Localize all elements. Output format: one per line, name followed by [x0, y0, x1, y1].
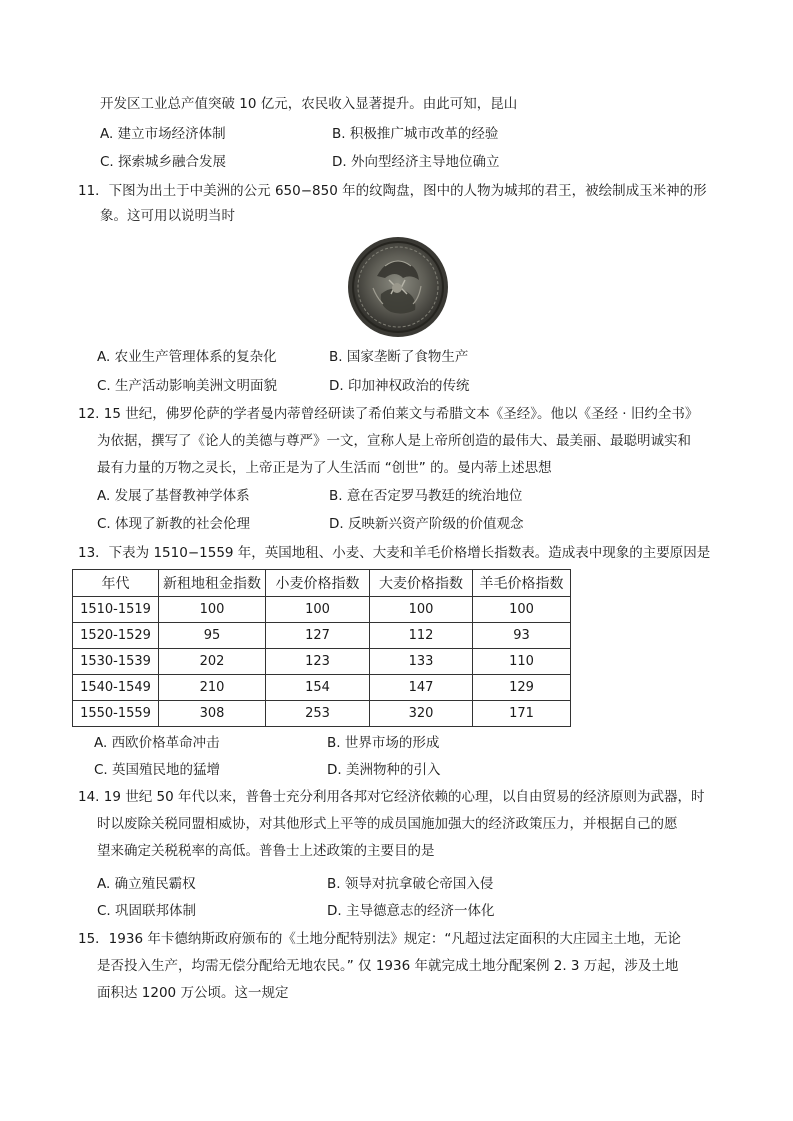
table-cell: 100 [473, 597, 571, 623]
table-cell: 110 [473, 649, 571, 675]
table-cell: 210 [159, 675, 266, 701]
table-header: 小麦价格指数 [266, 570, 370, 597]
table-header: 大麦价格指数 [370, 570, 473, 597]
q14-option-c[interactable]: C. 巩固联邦体制 [97, 903, 197, 919]
q10-option-d[interactable]: D. 外向型经济主导地位确立 [332, 154, 500, 170]
q14-stem-line1: 14. 19 世纪 50 年代以来，普鲁士充分利用各邦对它经济依赖的心理，以自由贸易的经济原则为武器，时 [78, 789, 705, 805]
table-cell: 1540-1549 [73, 675, 159, 701]
table-cell: 100 [266, 597, 370, 623]
table-cell: 1530-1539 [73, 649, 159, 675]
table-row [73, 675, 571, 701]
table-cell: 100 [159, 597, 266, 623]
table-header-row [73, 570, 571, 597]
q14-stem-line3: 望来确定关税税率的高低。普鲁士上述政策的主要目的是 [97, 843, 435, 859]
table-cell: 154 [266, 675, 370, 701]
table-cell: 171 [473, 701, 571, 727]
q11-stem-line1: 11．下图为出土于中美洲的公元 650−850 年的纹陶盘，图中的人物为城邦的君王，被绘制成玉米神的形 [78, 183, 707, 199]
table-cell: 95 [159, 623, 266, 649]
q12-option-b[interactable]: B. 意在否定罗马教廷的统治地位 [329, 488, 523, 504]
q11-option-c[interactable]: C. 生产活动影响美洲文明面貌 [97, 378, 278, 394]
q12-option-c[interactable]: C. 体现了新教的社会伦理 [97, 516, 251, 532]
table-header: 羊毛价格指数 [473, 570, 571, 597]
table-cell: 253 [266, 701, 370, 727]
q11-option-a[interactable]: A. 农业生产管理体系的复杂化 [97, 349, 277, 365]
q10-option-c[interactable]: C. 探索城乡融合发展 [100, 154, 227, 170]
table-cell: 147 [370, 675, 473, 701]
pottery-plate-image [347, 236, 449, 338]
q13-stem-line1: 13．下表为 1510−1559 年，英国地租、小麦、大麦和羊毛价格增长指数表。造成表中现象的主要原因是 [78, 545, 711, 561]
table-row [73, 597, 571, 623]
table-cell: 1550-1559 [73, 701, 159, 727]
q15-stem-line2: 是否投入生产，均需无偿分配给无地农民。” 仅 1936 年就完成土地分配案例 2. 3 万起，涉及土地 [97, 958, 679, 974]
q12-option-d[interactable]: D. 反映新兴资产阶级的价值观念 [329, 516, 524, 532]
q15-stem-line1: 15．1936 年卡德纳斯政府颁布的《土地分配特别法》规定：“凡超过法定面积的大庄园主土地，无论 [78, 931, 681, 947]
q14-option-b[interactable]: B. 领导对抗拿破仑帝国入侵 [327, 876, 494, 892]
table-cell: 1510-1519 [73, 597, 159, 623]
table-header: 新租地租金指数 [159, 570, 266, 597]
table-cell: 320 [370, 701, 473, 727]
table-row [73, 649, 571, 675]
q14-option-a[interactable]: A. 确立殖民霸权 [97, 876, 196, 892]
q13-option-c[interactable]: C. 英国殖民地的猛增 [94, 762, 221, 778]
table-cell: 100 [370, 597, 473, 623]
q10-stem-tail: 开发区工业总产值突破 10 亿元，农民收入显著提升。由此可知，昆山 [100, 96, 518, 112]
table-cell: 129 [473, 675, 571, 701]
q11-stem-line2: 象。这可用以说明当时 [100, 208, 235, 224]
q15-stem-line3: 面积达 1200 万公顷。这一规定 [97, 985, 289, 1001]
q13-option-b[interactable]: B. 世界市场的形成 [327, 735, 440, 751]
q13-option-d[interactable]: D. 美洲物种的引入 [327, 762, 441, 778]
table-cell: 308 [159, 701, 266, 727]
table-cell: 127 [266, 623, 370, 649]
table-cell: 112 [370, 623, 473, 649]
pottery-plate-icon [347, 236, 449, 338]
table-row [73, 623, 571, 649]
q13-option-a[interactable]: A. 西欧价格革命冲击 [94, 735, 220, 751]
q14-stem-line2: 时以废除关税同盟相威协，对其他形式上平等的成员国施加强大的经济政策压力，并根据自己的愿 [97, 816, 678, 832]
q10-option-a[interactable]: A. 建立市场经济体制 [100, 126, 226, 142]
table-cell: 93 [473, 623, 571, 649]
q11-option-b[interactable]: B. 国家垄断了食物生产 [329, 349, 469, 365]
price-index-table [72, 569, 571, 727]
q12-option-a[interactable]: A. 发展了基督教神学体系 [97, 488, 250, 504]
table-cell: 133 [370, 649, 473, 675]
q12-stem-line1: 12. 15 世纪，佛罗伦萨的学者曼内蒂曾经研读了希伯莱文与希腊文本《圣经》。他以《圣经 · 旧约全书》 [78, 406, 699, 422]
q12-stem-line3: 最有力量的万物之灵长，上帝正是为了人生活而 “创世” 的。曼内蒂上述思想 [97, 460, 552, 476]
table-cell: 123 [266, 649, 370, 675]
q10-option-b[interactable]: B. 积极推广城市改革的经验 [332, 126, 499, 142]
table-header: 年代 [73, 570, 159, 597]
q11-option-d[interactable]: D. 印加神权政治的传统 [329, 378, 470, 394]
table-cell: 202 [159, 649, 266, 675]
table-cell: 1520-1529 [73, 623, 159, 649]
q12-stem-line2: 为依据，撰写了《论人的美德与尊严》一文，宣称人是上帝所创造的最伟大、最美丽、最聪明诚实和 [97, 433, 691, 449]
table-row [73, 701, 571, 727]
q14-option-d[interactable]: D. 主导德意志的经济一体化 [327, 903, 495, 919]
